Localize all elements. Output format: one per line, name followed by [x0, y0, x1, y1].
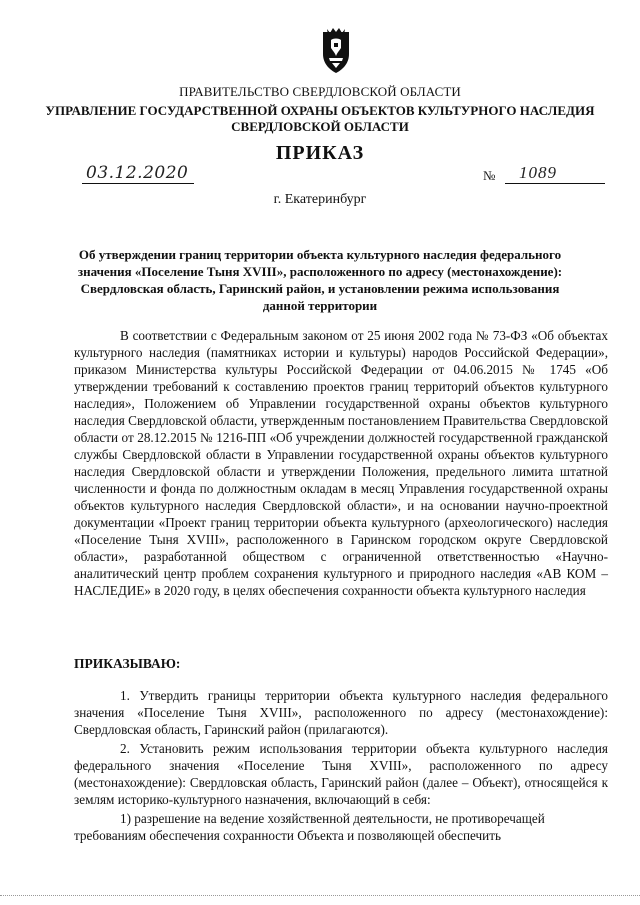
page-edge — [0, 895, 640, 897]
number-value: 1089 — [519, 163, 557, 182]
order-item-2-1-line: 1) разрешение на ведение хозяйственной деятельности, не противоречащей — [120, 811, 545, 826]
date-field — [82, 163, 194, 184]
government-name: ПРАВИТЕЛЬСТВО СВЕРДЛОВСКОЙ ОБЛАСТИ — [179, 84, 461, 99]
coat-of-arms-icon — [318, 26, 354, 74]
number-field — [505, 163, 605, 184]
number-label: № — [483, 168, 496, 183]
department-name: УПРАВЛЕНИЕ ГОСУДАРСТВЕННОЙ ОХРАНЫ ОБЪЕКТОВ КУЛЬТУРНОГО НАСЛЕДИЯ СВЕРДЛОВСКОЙ ОБЛАСТИ — [45, 103, 595, 134]
order-item-2-1-continuation: требованиям обеспечения сохранности Объекта и позволяющей обеспечить — [74, 828, 502, 843]
orders-heading: ПРИКАЗЫВАЮ: — [74, 656, 181, 671]
date-value: 03.12.2020 — [86, 163, 189, 183]
document-type: ПРИКАЗ — [275, 142, 365, 164]
document-title: Об утверждении границ территории объекта культурного наследия федерального значения «Поселение Тыня XVIII», расположенного по адресу (местонахождение): Свердловская область, Гаринский район, и установлении режима использования данной территории — [77, 247, 563, 313]
order-item-1: 1. Утвердить границы территории объекта культурного наследия федерального значения «Поселение Тыня XVIII», расположенного по адресу (местонахождение): Свердловская область, Гаринский район (прилагаются). — [74, 688, 608, 737]
city: г. Екатеринбург — [273, 192, 367, 207]
preamble-paragraph: В соответствии с Федеральным законом от 25 июня 2002 года № 73-ФЗ «Об объектах культурного наследия (памятниках истории и культуры) народов Российской Федерации», приказом Министерства культуры Российской Федерации от 04.06.2015 № 1745 «Об утверждении требований к составлению проектов границ территорий объектов культурного наследия», Положением об Управлении государственной охраны объектов культурного наследия Свердловской области, утвержденным постановлением Правительства Свердловской области от 28.12.2015 № 1216-ПП «Об учреждении должностей государственной гражданской службы Свердловской области в Управлении государственной охраны объектов культурного наследия Свердловской области и утверждении Положения, предельного лимита штатной численности и фонда по должностным окладам в месяц Управления государственной охраны объектов культурного наследия Свердловской области», и на основании научно-проектной документации «Проект границ территории объекта культурного (археологического) наследия «Поселение Тыня XVIII», расположенного в Гаринском городском округе Свердловской области», разработанной обществом с ограниченной ответственностью «Научно-аналитический центр проблем сохранения культурного и природного наследия «АВ КОМ – НАСЛЕДИЕ» в 2020 году, в целях обеспечения сохранности объекта культурного наследия — [74, 328, 609, 598]
order-item-2-1 — [74, 810, 608, 844]
order-item-2: 2. Установить режим использования территории объекта культурного наследия федерального значения «Поселение Тыня XVIII», расположенного по адресу (местонахождение): Свердловская область, Гаринский район (далее – Объект), относящейся к землям историко-культурного назначения, включающий в себя: — [74, 741, 608, 807]
